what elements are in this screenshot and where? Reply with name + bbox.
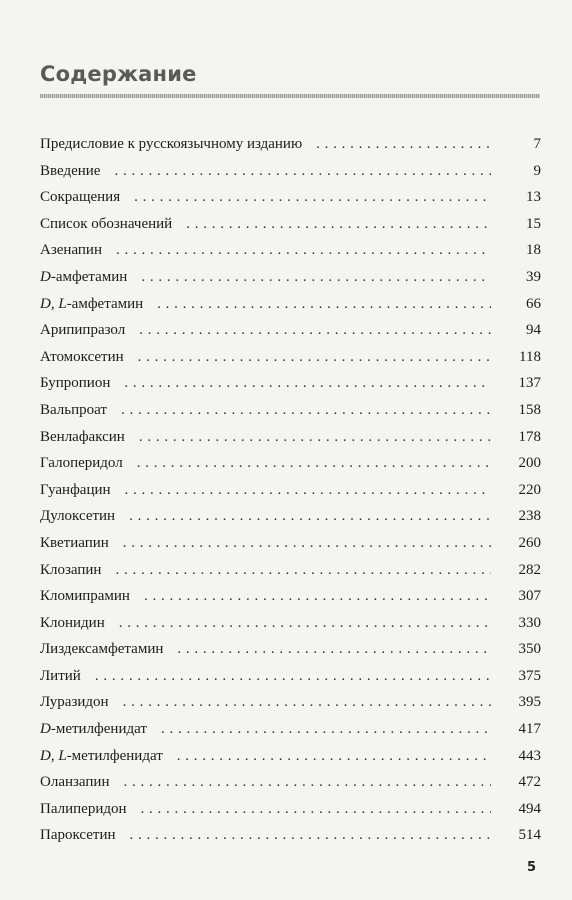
toc-entry — [40, 375, 541, 402]
dot-leader — [139, 429, 491, 446]
toc-entry-title — [40, 242, 102, 259]
toc-entry-title — [40, 482, 111, 499]
toc-entry — [40, 189, 541, 216]
toc-entry-text: Клонидин — [40, 614, 105, 631]
toc-entry — [40, 322, 541, 349]
dot-leader — [141, 801, 491, 818]
page-number: 5 — [526, 860, 536, 875]
dot-leader — [115, 562, 491, 579]
toc-entry-text: Предисловие к русскоязычному изданию — [40, 136, 303, 152]
toc-entry-title — [40, 322, 125, 339]
toc-entry-page: 220 — [518, 481, 541, 498]
toc-entry-title — [40, 402, 107, 419]
toc-entry — [40, 482, 541, 509]
toc-entry-title — [40, 641, 163, 658]
toc-entry-page: 307 — [518, 588, 541, 605]
toc-entry-page: 137 — [518, 375, 541, 392]
toc-entry — [40, 242, 541, 269]
toc-entry-page: 260 — [518, 534, 541, 551]
toc-entry — [40, 748, 541, 775]
dot-leader — [123, 694, 491, 711]
table-of-contents — [40, 136, 541, 854]
dot-leader — [186, 216, 491, 233]
dot-leader — [130, 827, 491, 844]
dot-leader — [316, 136, 491, 153]
toc-entry-text: Введение — [40, 162, 101, 179]
toc-entry-text: Венлафаксин — [40, 428, 125, 445]
dot-leader — [137, 455, 491, 472]
toc-entry-page: 350 — [518, 641, 541, 658]
toc-entry-title — [40, 269, 127, 286]
dot-leader — [134, 189, 491, 206]
toc-entry — [40, 721, 541, 748]
dot-leader — [123, 774, 491, 791]
toc-entry-title — [40, 774, 109, 791]
toc-entry-prefix: D, L — [40, 295, 67, 312]
dot-leader — [161, 721, 491, 738]
toc-entry — [40, 216, 541, 243]
toc-entry-title — [40, 163, 100, 180]
toc-entry-title — [40, 588, 130, 605]
dot-leader — [129, 508, 491, 525]
toc-entry-prefix: D — [40, 721, 51, 738]
dot-leader — [119, 615, 491, 632]
toc-entry-text: Галоперидол — [40, 455, 123, 472]
toc-entry-page: 94 — [526, 322, 541, 339]
dot-leader — [139, 322, 491, 339]
dot-leader — [125, 482, 491, 499]
toc-entry-text: Лиздексамфетамин — [40, 641, 164, 658]
toc-entry — [40, 801, 541, 828]
toc-entry — [40, 774, 541, 801]
toc-entry-text: -амфетамин — [66, 295, 144, 312]
toc-entry-text: Атомоксетин — [40, 348, 124, 365]
toc-entry-text: Вальпроат — [40, 401, 107, 418]
toc-entry-prefix: D — [40, 268, 51, 285]
toc-entry-title — [40, 668, 81, 685]
toc-entry — [40, 455, 541, 482]
toc-entry-text: Бупропион — [40, 375, 111, 392]
dot-leader — [141, 269, 491, 286]
toc-entry-text: -метилфенидат — [50, 721, 147, 738]
toc-entry-page: 375 — [518, 667, 541, 684]
toc-entry-text: Оланзапин — [40, 774, 110, 791]
toc-entry — [40, 296, 541, 323]
page-title: Содержание — [40, 62, 197, 86]
toc-entry-text: -амфетамин — [50, 268, 128, 285]
toc-entry — [40, 402, 541, 429]
toc-entry-title — [40, 827, 116, 844]
toc-entry — [40, 827, 541, 854]
toc-entry-text: Кломипрамин — [40, 588, 130, 605]
dot-leader — [138, 349, 491, 366]
toc-entry — [40, 163, 541, 190]
toc-entry-title — [40, 721, 147, 738]
dot-leader — [157, 296, 491, 313]
toc-entry — [40, 641, 541, 668]
toc-entry-page: 200 — [518, 455, 541, 472]
toc-entry-text: -метилфенидат — [66, 747, 163, 764]
toc-entry-prefix: D, L — [40, 747, 67, 764]
toc-entry-text: Список обозначений — [40, 215, 173, 232]
dot-leader — [124, 375, 491, 392]
dot-leader — [144, 588, 491, 605]
toc-entry-text: Сокращения — [40, 189, 121, 206]
dot-leader — [123, 535, 491, 552]
toc-entry — [40, 615, 541, 642]
toc-entry — [40, 535, 541, 562]
toc-entry-title — [40, 562, 101, 579]
toc-entry-page: 443 — [518, 747, 541, 764]
toc-entry-title — [40, 694, 109, 711]
toc-entry-text: Азенапин — [40, 242, 102, 259]
toc-entry-page: 66 — [526, 295, 541, 312]
toc-entry — [40, 562, 541, 589]
toc-entry-page: 15 — [526, 215, 541, 232]
toc-entry — [40, 508, 541, 535]
toc-entry-title — [40, 455, 123, 472]
toc-entry-page: 395 — [518, 694, 541, 711]
toc-entry-page: 282 — [518, 561, 541, 578]
toc-entry-title — [40, 429, 125, 446]
toc-entry — [40, 136, 541, 163]
toc-entry-page: 158 — [518, 401, 541, 418]
toc-entry-page: 9 — [533, 162, 541, 179]
toc-entry-page: 330 — [518, 614, 541, 631]
toc-entry-page: 178 — [518, 428, 541, 445]
toc-entry-title — [40, 349, 124, 366]
title-rule — [40, 94, 540, 98]
toc-entry-text: Пароксетин — [40, 827, 116, 844]
toc-entry-text: Литий — [40, 667, 81, 684]
dot-leader — [121, 402, 491, 419]
toc-entry-page: 13 — [526, 189, 541, 206]
dot-leader — [116, 242, 491, 259]
toc-entry-title — [40, 216, 172, 233]
toc-entry-text: Дулоксетин — [40, 508, 116, 525]
toc-entry-title — [40, 508, 115, 525]
toc-entry-text: Клозапин — [40, 561, 102, 578]
toc-entry-page: 514 — [518, 827, 541, 844]
toc-entry-page: 39 — [526, 268, 541, 285]
toc-entry — [40, 349, 541, 376]
toc-entry — [40, 429, 541, 456]
toc-entry-title — [40, 748, 163, 765]
toc-entry-text: Палиперидон — [40, 800, 127, 817]
toc-entry-page: 238 — [518, 508, 541, 525]
toc-entry-page: 18 — [526, 242, 541, 259]
toc-entry-page: 7 — [533, 136, 541, 152]
toc-entry-title — [40, 136, 302, 153]
toc-entry-text: Гуанфацин — [40, 481, 111, 498]
toc-entry-page: 472 — [518, 774, 541, 791]
toc-entry — [40, 694, 541, 721]
toc-entry — [40, 668, 541, 695]
dot-leader — [177, 748, 491, 765]
toc-entry-title — [40, 615, 105, 632]
toc-entry-title — [40, 375, 110, 392]
toc-entry-text: Арипипразол — [40, 322, 126, 339]
toc-entry-title — [40, 801, 127, 818]
dot-leader — [95, 668, 491, 685]
toc-entry-text: Луразидон — [40, 694, 109, 711]
toc-entry — [40, 269, 541, 296]
toc-entry-title — [40, 189, 120, 206]
toc-entry-page: 118 — [519, 348, 541, 365]
toc-entry-title — [40, 296, 143, 313]
toc-entry-page: 417 — [518, 721, 541, 738]
dot-leader — [114, 163, 491, 180]
toc-entry-page: 494 — [518, 800, 541, 817]
dot-leader — [177, 641, 491, 658]
toc-entry — [40, 588, 541, 615]
toc-entry-title — [40, 535, 109, 552]
toc-entry-text: Кветиапин — [40, 534, 109, 551]
